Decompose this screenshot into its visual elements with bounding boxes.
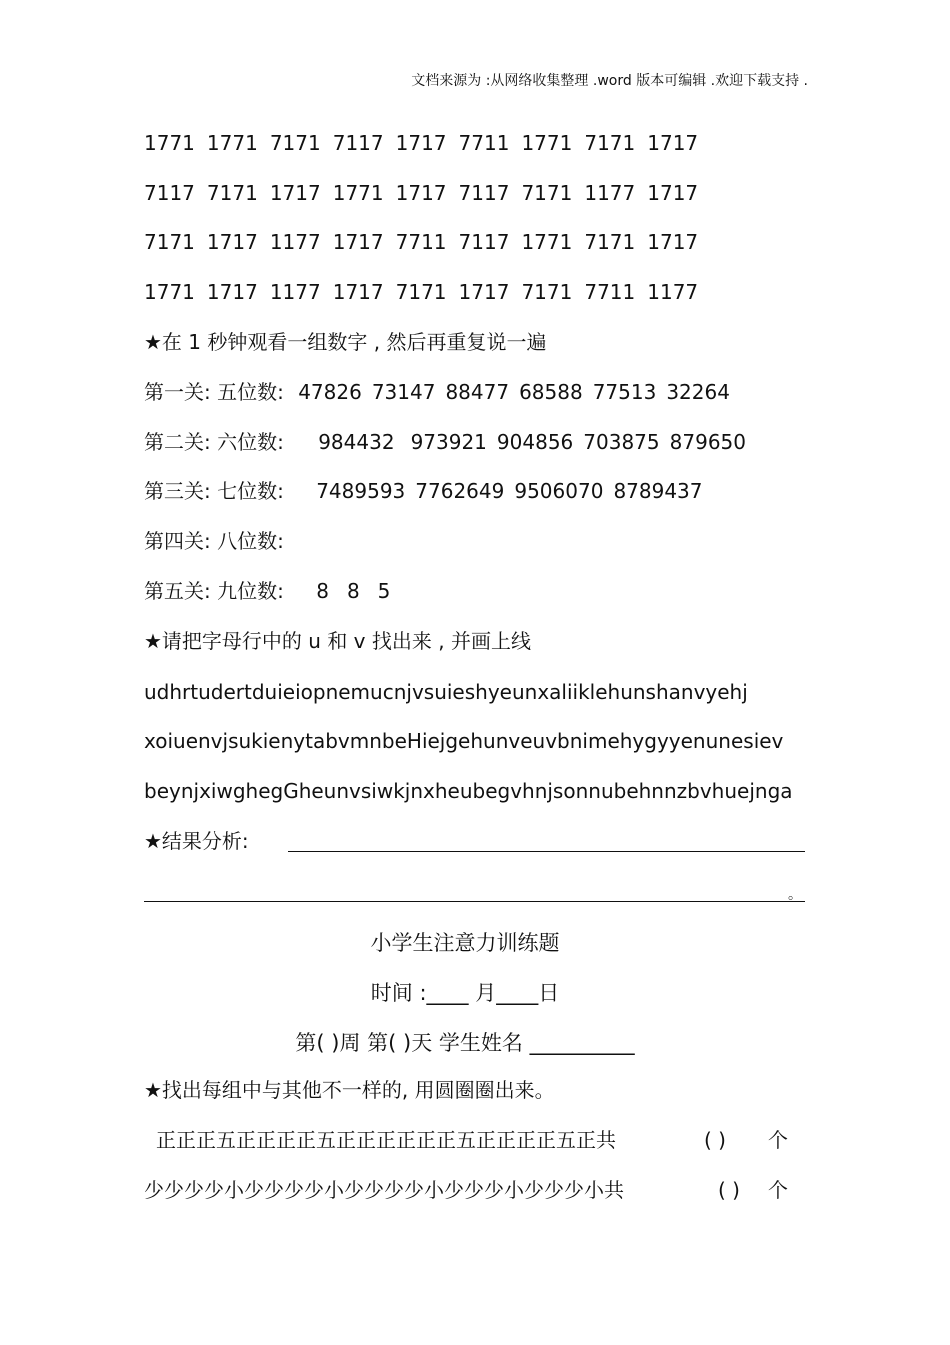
number-cell: 1717 [395,131,447,155]
page-header: 文档来源为 :从网络收集整理 .word 版本可编辑 .欢迎下载支持 . [411,73,808,89]
digit-group: 879650 [669,430,746,454]
level-row-5 [144,578,400,604]
number-cell: 1717 [395,181,447,205]
number-cell: 7171 [584,131,636,155]
number-cell: 1771 [521,131,573,155]
number-cell: 7171 [144,230,195,254]
analysis-answer-line-2 [144,901,805,902]
digit-group: 88477 [445,380,510,404]
digit-group: 8 [346,579,360,603]
digit-group: 5 [377,579,391,603]
number-cell: 7171 [269,131,321,155]
digit-group: 77513 [592,380,657,404]
number-cell: 1717 [458,280,510,304]
number-cell: 7171 [521,181,573,205]
number-cell: 1717 [206,280,258,304]
digit-group: 7762649 [415,479,505,503]
answer-blank: ( ) [704,1128,726,1152]
digit-group: 68588 [519,380,583,404]
level-label: 第三关: 七位数: [144,479,284,503]
digit-group: 973921 [410,430,487,454]
level-row-3 [144,478,713,504]
number-cell: 1177 [584,181,636,205]
level-digits [298,379,740,405]
digit-group: 7489593 [316,479,406,503]
letter-row: xoiuenvjsukienytabvmnbeHiejgehunveuvbnimehygyyenunesiev [144,729,784,753]
odd-one-row [156,1127,616,1153]
week-name-line: 第( )周 第( )天 学生姓名 __________ [295,1031,635,1055]
level-digits [316,478,712,504]
number-cell: 1717 [332,230,384,254]
number-cell: 1771 [332,181,384,205]
date-line: 时间 :____ 月____日 [370,981,560,1005]
analysis-answer-line-1 [288,851,805,852]
number-cell: 7117 [332,131,384,155]
memory-instruction: ★在 1 秒钟观看一组数字 , 然后再重复说一遍 [144,330,547,354]
number-row [144,180,710,206]
number-row [144,279,710,305]
number-cell: 1717 [332,280,384,304]
digit-group: 984432 [318,430,395,454]
level-digits [316,578,400,604]
digit-group: 73147 [371,380,436,404]
number-row [144,130,710,156]
number-cell: 1177 [269,280,321,304]
level-row-4 [144,528,284,554]
circle-instruction: ★找出每组中与其他不一样的, 用圆圈圈出来。 [144,1078,555,1102]
number-cell: 1771 [521,230,573,254]
digit-group: 703875 [583,430,660,454]
number-cell: 1177 [647,280,699,304]
level-label: 第一关: 五位数: [144,380,284,404]
digit-group: 8789437 [613,479,703,503]
number-cell: 7117 [458,230,510,254]
number-cell: 1717 [269,181,321,205]
letter-instruction: ★请把字母行中的 u 和 v 找出来 , 并画上线 [144,629,531,653]
level-digits [318,429,756,455]
odd-one-row [144,1177,624,1203]
number-cell: 7711 [395,230,447,254]
answer-blank: ( ) [718,1178,740,1202]
worksheet-title: 小学生注意力训练题 [370,931,560,955]
number-cell: 1771 [144,280,195,304]
digit-group: 32264 [666,380,730,404]
period-mark: 。 [788,887,802,903]
number-cell: 7117 [144,181,195,205]
number-cell: 7171 [521,280,573,304]
number-cell: 7171 [206,181,258,205]
count-unit: 个 [768,1178,788,1202]
number-row [144,229,710,255]
level-label: 第五关: 九位数: [144,579,284,603]
digit-group: 9506070 [514,479,604,503]
number-cell: 7711 [584,280,636,304]
letter-row: beynjxiwghegGheunvsiwkjnxheubegvhnjsonnubehnnzbvhuejnga [144,779,793,803]
letter-row: udhrtudertduieiopnemucnjvsuieshyeunxaliiklehunshanvyehj [144,680,748,704]
digit-group: 904856 [496,430,574,454]
count-unit: 个 [768,1128,788,1152]
number-cell: 1717 [647,181,699,205]
number-cell: 7171 [395,280,447,304]
number-cell: 7711 [458,131,510,155]
number-cell: 1771 [144,131,195,155]
number-cell: 1177 [269,230,321,254]
level-row-2 [144,429,756,455]
number-cell: 1717 [206,230,258,254]
level-row-1 [144,379,740,405]
analysis-label: ★结果分析: [144,829,249,853]
level-label: 第四关: 八位数: [144,529,284,553]
number-cell: 1717 [647,131,699,155]
odd-one-chars: 少少少少小少少少少小少少少少小少少少小少少少小共 [144,1178,624,1202]
number-cell: 7171 [584,230,636,254]
digit-group: 8 [316,579,329,603]
number-cell: 7117 [458,181,510,205]
number-cell: 1771 [206,131,258,155]
number-cell: 1717 [647,230,699,254]
odd-one-chars: 正正正五正正正正五正正正正正正五正正正正五正共 [156,1128,616,1152]
level-label: 第二关: 六位数: [144,430,284,454]
digit-group: 47826 [298,380,362,404]
